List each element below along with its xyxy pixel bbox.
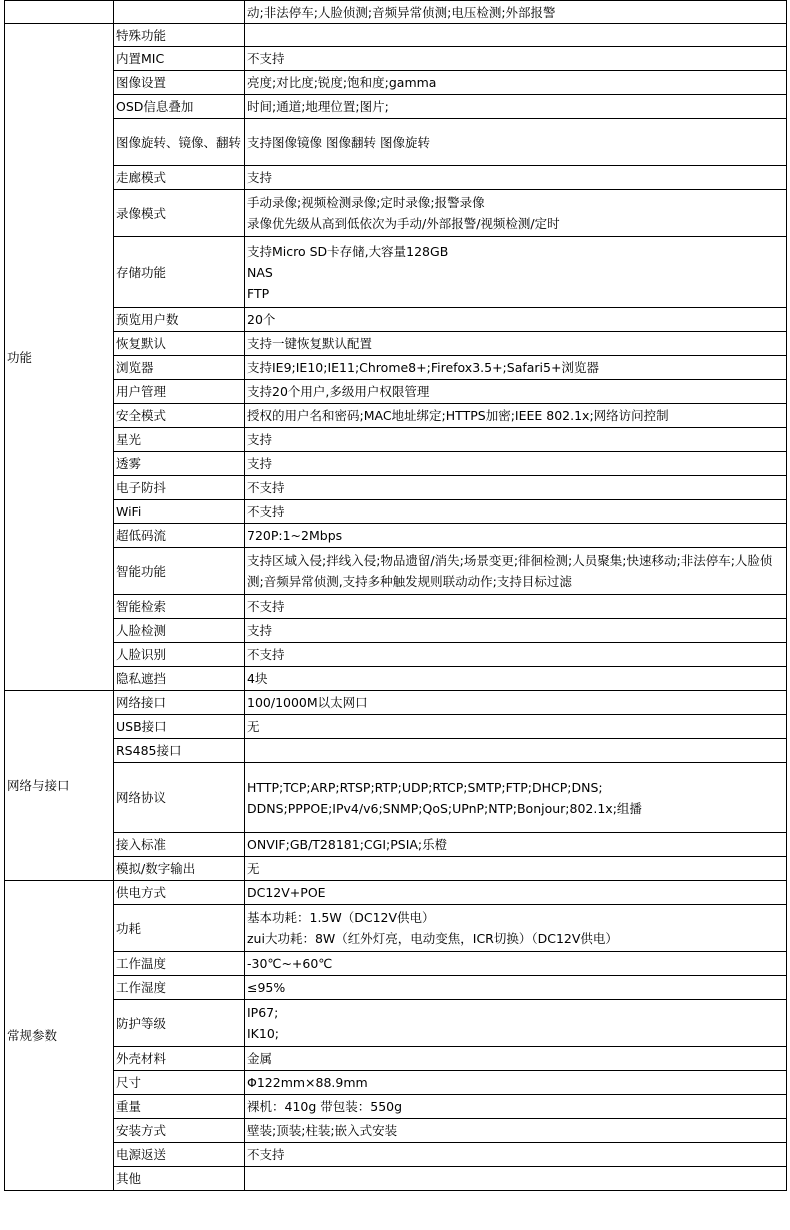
row-label: 存储功能 bbox=[114, 237, 245, 308]
value-line: 亮度;对比度;锐度;饱和度;gamma bbox=[247, 75, 437, 90]
row-value bbox=[245, 190, 787, 237]
table-row bbox=[5, 47, 787, 71]
row-label: 图像旋转、镜像、翻转 bbox=[114, 119, 245, 166]
row-value bbox=[245, 619, 787, 643]
table-row bbox=[5, 237, 787, 308]
row-value bbox=[245, 548, 787, 595]
row-label: RS485接口 bbox=[114, 739, 245, 763]
row-value bbox=[245, 739, 787, 763]
table-row bbox=[5, 356, 787, 380]
value-line: 无 bbox=[247, 719, 260, 734]
row-label: 智能功能 bbox=[114, 548, 245, 595]
row-label: 用户管理 bbox=[114, 380, 245, 404]
value-line: DC12V+POE bbox=[247, 885, 326, 900]
value-line: 不支持 bbox=[247, 647, 285, 662]
value-line: 支持图像镜像 图像翻转 图像旋转 bbox=[247, 134, 430, 150]
table-row bbox=[5, 1, 787, 24]
row-label: USB接口 bbox=[114, 715, 245, 739]
row-value bbox=[245, 1119, 787, 1143]
value-line: 不支持 bbox=[247, 480, 285, 495]
row-value bbox=[245, 905, 787, 952]
table-row bbox=[5, 667, 787, 691]
row-label: 工作湿度 bbox=[114, 976, 245, 1000]
row-label: 供电方式 bbox=[114, 881, 245, 905]
value-line: 4块 bbox=[247, 671, 268, 686]
table-row bbox=[5, 524, 787, 548]
value-line: zui大功耗：8W（红外灯亮，电动变焦，ICR切换）（DC12V供电） bbox=[247, 931, 618, 946]
row-label: 人脸检测 bbox=[114, 619, 245, 643]
row-label: 网络接口 bbox=[114, 691, 245, 715]
table-row bbox=[5, 833, 787, 857]
value-line: 录像优先级从高到低依次为手动/外部报警/视频检测/定时 bbox=[247, 216, 560, 231]
table-row bbox=[5, 976, 787, 1000]
row-value bbox=[245, 1095, 787, 1119]
row-value bbox=[245, 166, 787, 190]
row-value bbox=[245, 1000, 787, 1047]
value-line: DDNS;PPPOE;IPv4/v6;SNMP;QoS;UPnP;NTP;Bonjour;802.1x;组播 bbox=[247, 800, 642, 816]
value-line: 基本功耗：1.5W（DC12V供电） bbox=[247, 910, 435, 925]
row-label: 电源返送 bbox=[114, 1143, 245, 1167]
value-line: 壁装;顶装;柱装;嵌入式安装 bbox=[247, 1123, 398, 1138]
row-label: 工作温度 bbox=[114, 952, 245, 976]
row-label: 安全模式 bbox=[114, 404, 245, 428]
value-line: Φ122mm×88.9mm bbox=[247, 1075, 368, 1090]
row-value bbox=[245, 404, 787, 428]
table-row bbox=[5, 24, 787, 47]
row-value bbox=[245, 1167, 787, 1191]
table-row bbox=[5, 166, 787, 190]
row-label: 尺寸 bbox=[114, 1071, 245, 1095]
value-line: 720P:1~2Mbps bbox=[247, 528, 343, 543]
value-line: 不支持 bbox=[247, 1147, 285, 1162]
value-line: 支持IE9;IE10;IE11;Chrome8+;Firefox3.5+;Safari5+浏览器 bbox=[247, 360, 599, 375]
value-line: NAS bbox=[247, 264, 273, 280]
row-value bbox=[245, 643, 787, 667]
row-value bbox=[245, 763, 787, 833]
value-line: HTTP;TCP;ARP;RTSP;RTP;UDP;RTCP;SMTP;FTP;DHCP;DNS; bbox=[247, 779, 603, 795]
table-row bbox=[5, 619, 787, 643]
row-label: WiFi bbox=[114, 500, 245, 524]
value-line: IP67; bbox=[247, 1005, 279, 1020]
table-row bbox=[5, 404, 787, 428]
category-cell: 功能 bbox=[5, 24, 114, 691]
category-cell bbox=[5, 1, 114, 24]
row-label: 录像模式 bbox=[114, 190, 245, 237]
row-label: 防护等级 bbox=[114, 1000, 245, 1047]
value-line: FTP bbox=[247, 285, 270, 301]
row-label: 星光 bbox=[114, 428, 245, 452]
row-value bbox=[245, 976, 787, 1000]
row-label: 特殊功能 bbox=[114, 24, 245, 47]
table-row bbox=[5, 190, 787, 237]
value-line: 支持一键恢复默认配置 bbox=[247, 336, 373, 351]
row-label: 安装方式 bbox=[114, 1119, 245, 1143]
table-row bbox=[5, 952, 787, 976]
row-label: 浏览器 bbox=[114, 356, 245, 380]
row-value bbox=[245, 428, 787, 452]
table-row bbox=[5, 380, 787, 404]
row-label: 其他 bbox=[114, 1167, 245, 1191]
row-label: 网络协议 bbox=[114, 763, 245, 833]
spec-table-body bbox=[5, 1, 787, 1191]
row-label: 功耗 bbox=[114, 905, 245, 952]
row-value bbox=[245, 500, 787, 524]
table-row bbox=[5, 881, 787, 905]
row-value bbox=[245, 380, 787, 404]
value-line: 不支持 bbox=[247, 504, 285, 519]
row-value bbox=[245, 332, 787, 356]
value-line: ≤95% bbox=[247, 980, 286, 995]
row-value bbox=[245, 881, 787, 905]
row-value: 动;非法停车;人脸侦测;音频异常侦测;电压检测;外部报警 bbox=[245, 1, 787, 24]
row-value bbox=[245, 1071, 787, 1095]
table-row bbox=[5, 1119, 787, 1143]
value-line: IK10; bbox=[247, 1026, 280, 1041]
row-label: 电子防抖 bbox=[114, 476, 245, 500]
table-row bbox=[5, 905, 787, 952]
row-value bbox=[245, 308, 787, 332]
value-line: 金属 bbox=[247, 1051, 273, 1066]
row-value bbox=[245, 95, 787, 119]
value-line: 裸机：410g 带包装：550g bbox=[247, 1099, 403, 1114]
category-cell: 网络与接口 bbox=[5, 691, 114, 881]
value-line: 不支持 bbox=[247, 51, 285, 66]
row-value bbox=[245, 952, 787, 976]
table-row bbox=[5, 691, 787, 715]
value-line: 100/1000M以太网口 bbox=[247, 695, 368, 710]
row-label: 重量 bbox=[114, 1095, 245, 1119]
value-line: 支持 bbox=[247, 456, 273, 471]
table-row bbox=[5, 1143, 787, 1167]
row-label: 智能检索 bbox=[114, 595, 245, 619]
table-row bbox=[5, 1071, 787, 1095]
table-row bbox=[5, 1000, 787, 1047]
value-line: 支持 bbox=[247, 623, 273, 638]
table-row bbox=[5, 332, 787, 356]
value-line: -30℃~+60℃ bbox=[247, 956, 333, 971]
value-line: 授权的用户名和密码;MAC地址绑定;HTTPS加密;IEEE 802.1x;网络访问控制 bbox=[247, 408, 669, 423]
table-row bbox=[5, 1047, 787, 1071]
row-value bbox=[245, 452, 787, 476]
row-value bbox=[245, 1047, 787, 1071]
table-row bbox=[5, 739, 787, 763]
table-row bbox=[5, 95, 787, 119]
row-label: 走廊模式 bbox=[114, 166, 245, 190]
row-label bbox=[114, 1, 245, 24]
row-value bbox=[245, 667, 787, 691]
row-value bbox=[245, 1143, 787, 1167]
value-line: ONVIF;GB/T28181;CGI;PSIA;乐橙 bbox=[247, 837, 448, 852]
table-row bbox=[5, 119, 787, 166]
row-value bbox=[245, 691, 787, 715]
value-line: 支持区域入侵;拌线入侵;物品遗留/消失;场景变更;徘徊检测;人员聚集;快速移动;非法停车;人脸侦测;音频异常侦测,支持多种触发规则联动动作;支持目标过滤 bbox=[247, 553, 773, 589]
table-row bbox=[5, 763, 787, 833]
value-line: 不支持 bbox=[247, 599, 285, 614]
row-value bbox=[245, 524, 787, 548]
table-row bbox=[5, 452, 787, 476]
row-value bbox=[245, 476, 787, 500]
row-value bbox=[245, 71, 787, 95]
table-row bbox=[5, 857, 787, 881]
table-row bbox=[5, 308, 787, 332]
table-row bbox=[5, 71, 787, 95]
row-label: 图像设置 bbox=[114, 71, 245, 95]
table-row bbox=[5, 715, 787, 739]
value-line: 支持 bbox=[247, 170, 273, 185]
table-row bbox=[5, 595, 787, 619]
value-line: 无 bbox=[247, 861, 260, 876]
table-row bbox=[5, 548, 787, 595]
category-cell: 常规参数 bbox=[5, 881, 114, 1191]
row-label: 内置MIC bbox=[114, 47, 245, 71]
row-value bbox=[245, 595, 787, 619]
row-label: 恢复默认 bbox=[114, 332, 245, 356]
table-row bbox=[5, 643, 787, 667]
row-label: 接入标准 bbox=[114, 833, 245, 857]
value-line: 支持 bbox=[247, 432, 273, 447]
table-row bbox=[5, 1095, 787, 1119]
row-label: 预览用户数 bbox=[114, 308, 245, 332]
row-label: 隐私遮挡 bbox=[114, 667, 245, 691]
row-value bbox=[245, 715, 787, 739]
row-label: 透雾 bbox=[114, 452, 245, 476]
table-row bbox=[5, 500, 787, 524]
value-line: 手动录像;视频检测录像;定时录像;报警录像 bbox=[247, 195, 485, 210]
row-label: OSD信息叠加 bbox=[114, 95, 245, 119]
value-line: 支持Micro SD卡存储,大容量128GB bbox=[247, 243, 449, 259]
spec-table bbox=[4, 0, 787, 1191]
row-value bbox=[245, 857, 787, 881]
row-label: 人脸识别 bbox=[114, 643, 245, 667]
row-value bbox=[245, 24, 787, 47]
value-line: 时间;通道;地理位置;图片; bbox=[247, 99, 389, 114]
table-row bbox=[5, 428, 787, 452]
row-value bbox=[245, 833, 787, 857]
row-label: 外壳材料 bbox=[114, 1047, 245, 1071]
row-value bbox=[245, 47, 787, 71]
value-line: 20个 bbox=[247, 312, 276, 327]
row-value bbox=[245, 356, 787, 380]
table-row bbox=[5, 476, 787, 500]
row-label: 超低码流 bbox=[114, 524, 245, 548]
row-value bbox=[245, 237, 787, 308]
row-label: 模拟/数字输出 bbox=[114, 857, 245, 881]
value-line: 支持20个用户,多级用户权限管理 bbox=[247, 384, 430, 399]
row-value bbox=[245, 119, 787, 166]
table-row bbox=[5, 1167, 787, 1191]
